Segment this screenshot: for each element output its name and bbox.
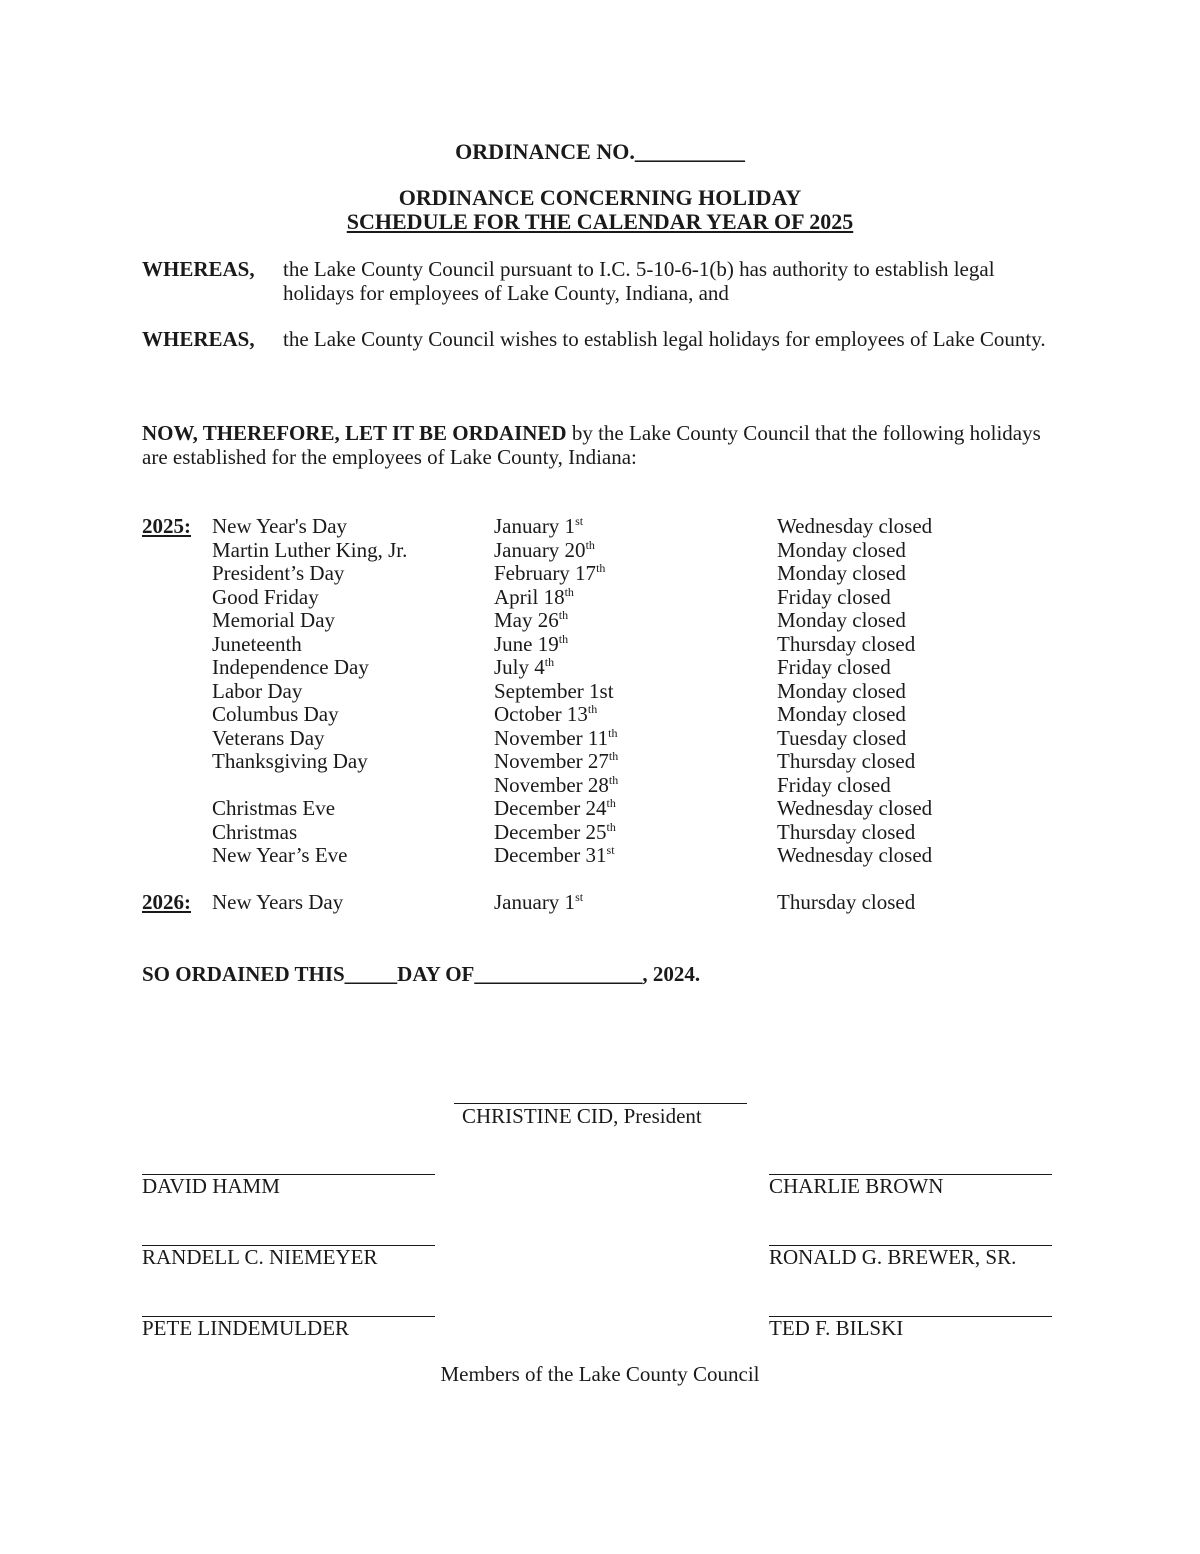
holiday-row xyxy=(0,515,1200,539)
holiday-row xyxy=(0,727,1200,751)
date-ordinal-suffix: th xyxy=(606,796,616,810)
holiday-date xyxy=(494,703,597,727)
date-ordinal-suffix: st xyxy=(575,514,584,528)
holiday-date-text: May 26 xyxy=(494,608,559,632)
holiday-date-text: January 20 xyxy=(494,537,586,562)
holiday-day-status: Wednesday closed xyxy=(777,514,933,538)
date-ordinal-suffix: th xyxy=(585,537,595,552)
holiday-date xyxy=(494,656,554,680)
whereas-label: WHEREAS, xyxy=(142,257,255,281)
holiday-date xyxy=(494,844,615,868)
date-ordinal-suffix: st xyxy=(575,890,584,904)
whereas-text: the Lake County Council pursuant to I.C. 5-10-6-1(b) has authority to establish legal holidays for employees of Lake County, Indiana, and xyxy=(283,257,995,305)
holiday-row xyxy=(0,703,1200,727)
holiday-date xyxy=(494,609,568,633)
title-line-1: ORDINANCE CONCERNING HOLIDAY xyxy=(398,185,802,210)
whereas-label: WHEREAS, xyxy=(142,327,255,351)
ordinance-title xyxy=(0,186,1200,234)
holiday-row xyxy=(0,844,1200,868)
holiday-day-status: Tuesday closed xyxy=(777,725,907,750)
holiday-day-status: Monday closed xyxy=(777,608,906,632)
holiday-row xyxy=(0,539,1200,563)
holiday-date xyxy=(494,515,583,539)
holiday-row xyxy=(0,821,1200,845)
holiday-date-text: January 1 xyxy=(494,514,576,538)
date-ordinal-suffix: th xyxy=(608,772,619,787)
holiday-name: Good Friday xyxy=(212,584,319,609)
holiday-day-status: Wednesday closed xyxy=(777,843,933,867)
holiday-date xyxy=(494,562,605,586)
date-ordinal-suffix: th xyxy=(564,584,574,599)
ordinance-number: ORDINANCE NO.__________ xyxy=(455,139,745,164)
holiday-name: Independence Day xyxy=(212,655,369,679)
holiday-day-status: Thursday closed xyxy=(777,890,916,914)
holiday-date-text: December 31 xyxy=(494,843,607,867)
council-members-caption: Members of the Lake County Council xyxy=(440,1362,760,1386)
schedule-year: 2025: xyxy=(142,514,191,538)
date-ordinal-suffix: th xyxy=(606,819,616,834)
holiday-row xyxy=(0,609,1200,633)
holiday-name: Martin Luther King, Jr. xyxy=(212,537,408,562)
signature-name: RANDELL C. NIEMEYER xyxy=(142,1245,378,1269)
holiday-day-status: Thursday closed xyxy=(777,819,916,844)
holiday-name: Thanksgiving Day xyxy=(212,749,368,773)
holiday-date xyxy=(494,797,616,821)
holiday-row xyxy=(0,562,1200,586)
holiday-date-text: November 11 xyxy=(494,725,609,750)
holiday-date-text: November 27 xyxy=(494,749,609,773)
ordained-body: by the Lake County Council that the following holidays are established for the employees of Lake County, Indiana: xyxy=(142,421,1041,469)
holiday-row xyxy=(0,656,1200,680)
schedule-year: 2026: xyxy=(142,890,191,914)
signature-name: PETE LINDEMULDER xyxy=(142,1316,350,1340)
signature-name: RONALD G. BREWER, SR. xyxy=(769,1245,1017,1269)
holiday-row xyxy=(0,774,1200,798)
holiday-day-status: Wednesday closed xyxy=(777,796,933,820)
holiday-row xyxy=(0,633,1200,657)
holiday-date xyxy=(494,891,583,915)
holiday-date-text: April 18 xyxy=(494,584,565,609)
holiday-date-text: June 19 xyxy=(494,631,559,656)
date-ordinal-suffix: th xyxy=(558,631,569,646)
holiday-date-text: January 1 xyxy=(494,890,576,914)
date-ordinal-suffix: th xyxy=(558,608,569,622)
date-ordinal-suffix: st xyxy=(606,843,615,857)
holiday-name: Memorial Day xyxy=(212,608,336,632)
holiday-name: Christmas Eve xyxy=(212,796,336,820)
holiday-day-status: Monday closed xyxy=(777,702,906,726)
schedule-spacer xyxy=(0,868,1200,892)
whereas-text: the Lake County Council wishes to establish legal holidays for employees of Lake County. xyxy=(283,327,1046,351)
holiday-name: Labor Day xyxy=(212,678,303,703)
whereas-clause-1 xyxy=(142,257,1062,305)
holiday-day-status: Friday closed xyxy=(777,584,891,609)
ordained-paragraph xyxy=(142,421,1062,469)
holiday-row xyxy=(0,586,1200,610)
holiday-date xyxy=(494,539,595,563)
holiday-day-status: Thursday closed xyxy=(777,631,916,656)
holiday-name: New Year’s Eve xyxy=(212,843,348,867)
holiday-day-status: Friday closed xyxy=(777,655,891,679)
holiday-date-text: February 17 xyxy=(494,561,597,585)
holiday-name: New Years Day xyxy=(212,890,344,914)
holiday-day-status: Monday closed xyxy=(777,561,906,585)
holiday-row xyxy=(0,680,1200,704)
holiday-schedule xyxy=(0,515,1200,915)
signature-name: TED F. BILSKI xyxy=(769,1316,904,1340)
holiday-day-status: Monday closed xyxy=(777,678,906,703)
holiday-row xyxy=(0,797,1200,821)
holiday-day-status: Monday closed xyxy=(777,537,906,562)
holiday-name: President’s Day xyxy=(212,561,345,585)
holiday-date-text: September 1st xyxy=(494,678,614,703)
date-ordinal-suffix: th xyxy=(544,655,555,669)
holiday-name: Columbus Day xyxy=(212,702,339,726)
signature-name: CHARLIE BROWN xyxy=(769,1174,944,1198)
date-ordinal-suffix: th xyxy=(608,749,619,763)
president-signature-name: CHRISTINE CID, President xyxy=(462,1104,702,1128)
holiday-date-text: December 24 xyxy=(494,796,607,820)
holiday-date xyxy=(494,680,614,704)
holiday-name: Juneteenth xyxy=(212,631,302,656)
ordained-lead: NOW, THEREFORE, LET IT BE ORDAINED xyxy=(142,421,567,445)
holiday-date-text: November 28 xyxy=(494,772,609,797)
holiday-date xyxy=(494,586,574,610)
holiday-name: Christmas xyxy=(212,819,298,844)
holiday-date xyxy=(494,750,618,774)
holiday-date-text: July 4 xyxy=(494,655,545,679)
holiday-day-status: Friday closed xyxy=(777,772,891,797)
holiday-name: Veterans Day xyxy=(212,725,325,750)
holiday-date xyxy=(494,633,568,657)
signature-name: DAVID HAMM xyxy=(142,1174,280,1198)
holiday-row xyxy=(0,891,1200,915)
date-ordinal-suffix: th xyxy=(587,702,598,716)
title-line-2: SCHEDULE FOR THE CALENDAR YEAR OF 2025 xyxy=(346,209,854,234)
holiday-day-status: Thursday closed xyxy=(777,749,916,773)
whereas-clause-2 xyxy=(142,327,1062,351)
date-ordinal-suffix: th xyxy=(608,725,618,740)
holiday-date-text: October 13 xyxy=(494,702,588,726)
date-ordinal-suffix: th xyxy=(596,561,606,575)
holiday-date-text: December 25 xyxy=(494,819,607,844)
holiday-name: New Year's Day xyxy=(212,514,348,538)
holiday-row xyxy=(0,750,1200,774)
holiday-date xyxy=(494,821,616,845)
holiday-date xyxy=(494,774,618,798)
holiday-date xyxy=(494,727,617,751)
so-ordained-line: SO ORDAINED THIS_____DAY OF________________, 2024. xyxy=(142,962,701,986)
